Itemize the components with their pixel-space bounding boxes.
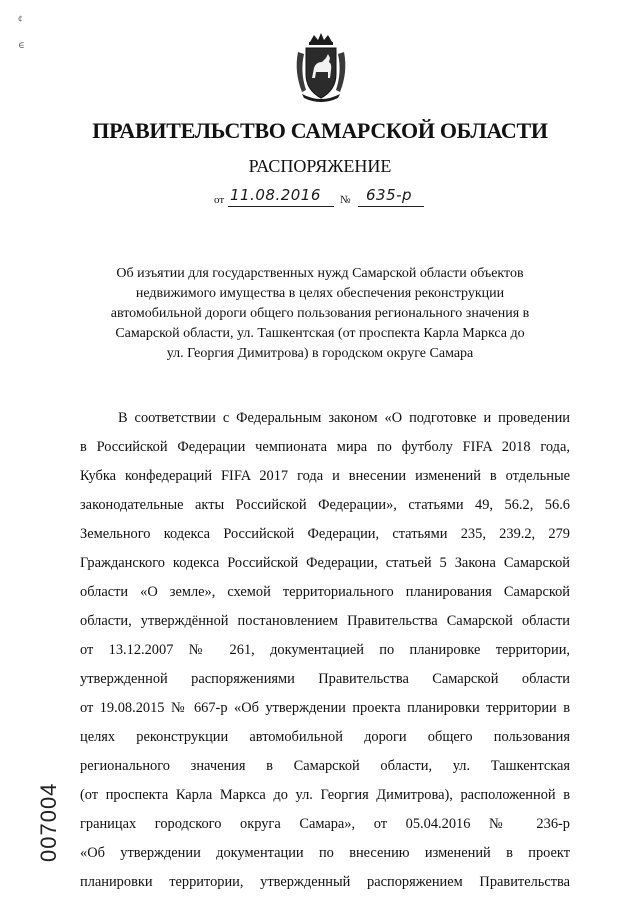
subject-line: Самарской области, ул. Ташкентская (от проспекта Карла Маркса до	[115, 326, 525, 341]
margin-mark: ¢	[18, 14, 23, 24]
coat-of-arms-icon	[292, 32, 350, 102]
number-underline	[358, 206, 424, 207]
subject-line: ул. Георгия Димитрова) в городском округе Самара	[166, 346, 474, 361]
body-line: в Российской Федерации чемпионата мира по футболу FIFA 2018 года,	[80, 439, 570, 455]
body-line: «Об утверждении документации по внесению изменений в проект	[80, 845, 570, 861]
body-line: (от проспекта Карла Маркса до ул. Георгия Димитрова), расположенной в	[80, 787, 570, 803]
body-line: от 19.08.2015 № 667-р «Об утверждении проекта планировки территории в	[80, 700, 570, 716]
body-line: от 13.12.2007 № 261, документацией по планировке территории,	[80, 642, 570, 658]
body-line: Кубка конфедераций FIFA 2017 года и внесении изменений в отдельные	[80, 468, 570, 484]
number-value: 635-р	[366, 186, 413, 204]
body-line: границах городского округа Самара», от 05.04.2016 № 236-р	[80, 816, 570, 832]
subject-line: недвижимого имущества в целях обеспечения реконструкции	[135, 286, 505, 301]
document-subject	[80, 264, 560, 364]
subject-line: автомобильной дороги общего пользования регионального значения в	[110, 306, 530, 321]
margin-marks	[18, 6, 25, 58]
page-side-number: 007004	[36, 782, 61, 862]
body-line: Земельного кодекса Российской Федерации, статьями 235, 239.2, 279	[80, 526, 570, 542]
body-paragraph	[80, 404, 570, 897]
subject-line: Об изъятии для государственных нужд Самарской области объектов	[116, 266, 524, 281]
body-line: В соответствии с Федеральным законом «О подготовке и проведении	[118, 410, 570, 426]
number-label: №	[340, 194, 351, 206]
body-line: законодательные акты Российской Федерации», статьями 49, 56.2, 56.6	[80, 497, 570, 513]
organization-title: ПРАВИТЕЛЬСТВО САМАРСКОЙ ОБЛАСТИ	[92, 118, 548, 143]
body-line: планировки территории, утвержденный распоряжением Правительства	[80, 874, 570, 890]
date-number-line	[200, 186, 440, 212]
document-type: РАСПОРЯЖЕНИЕ	[248, 156, 392, 176]
body-line: регионального значения в Самарской области, ул. Ташкентская	[80, 758, 570, 774]
date-label: от	[214, 194, 225, 206]
body-line: Гражданского кодекса Российской Федерации, статьей 5 Закона Самарской	[80, 555, 570, 571]
body-line: утвержденной распоряжениями Правительства Самарской области	[80, 671, 570, 687]
body-line: области, утверждённой постановлением Правительства Самарской области	[80, 613, 570, 629]
date-underline	[228, 206, 334, 207]
date-value: 11.08.2016	[230, 186, 321, 204]
body-line: целях реконструкции автомобильной дороги общего пользования	[80, 729, 570, 745]
body-line: области «О земле», схемой территориального планирования Самарской	[80, 584, 570, 600]
margin-mark: ∈	[18, 40, 25, 50]
